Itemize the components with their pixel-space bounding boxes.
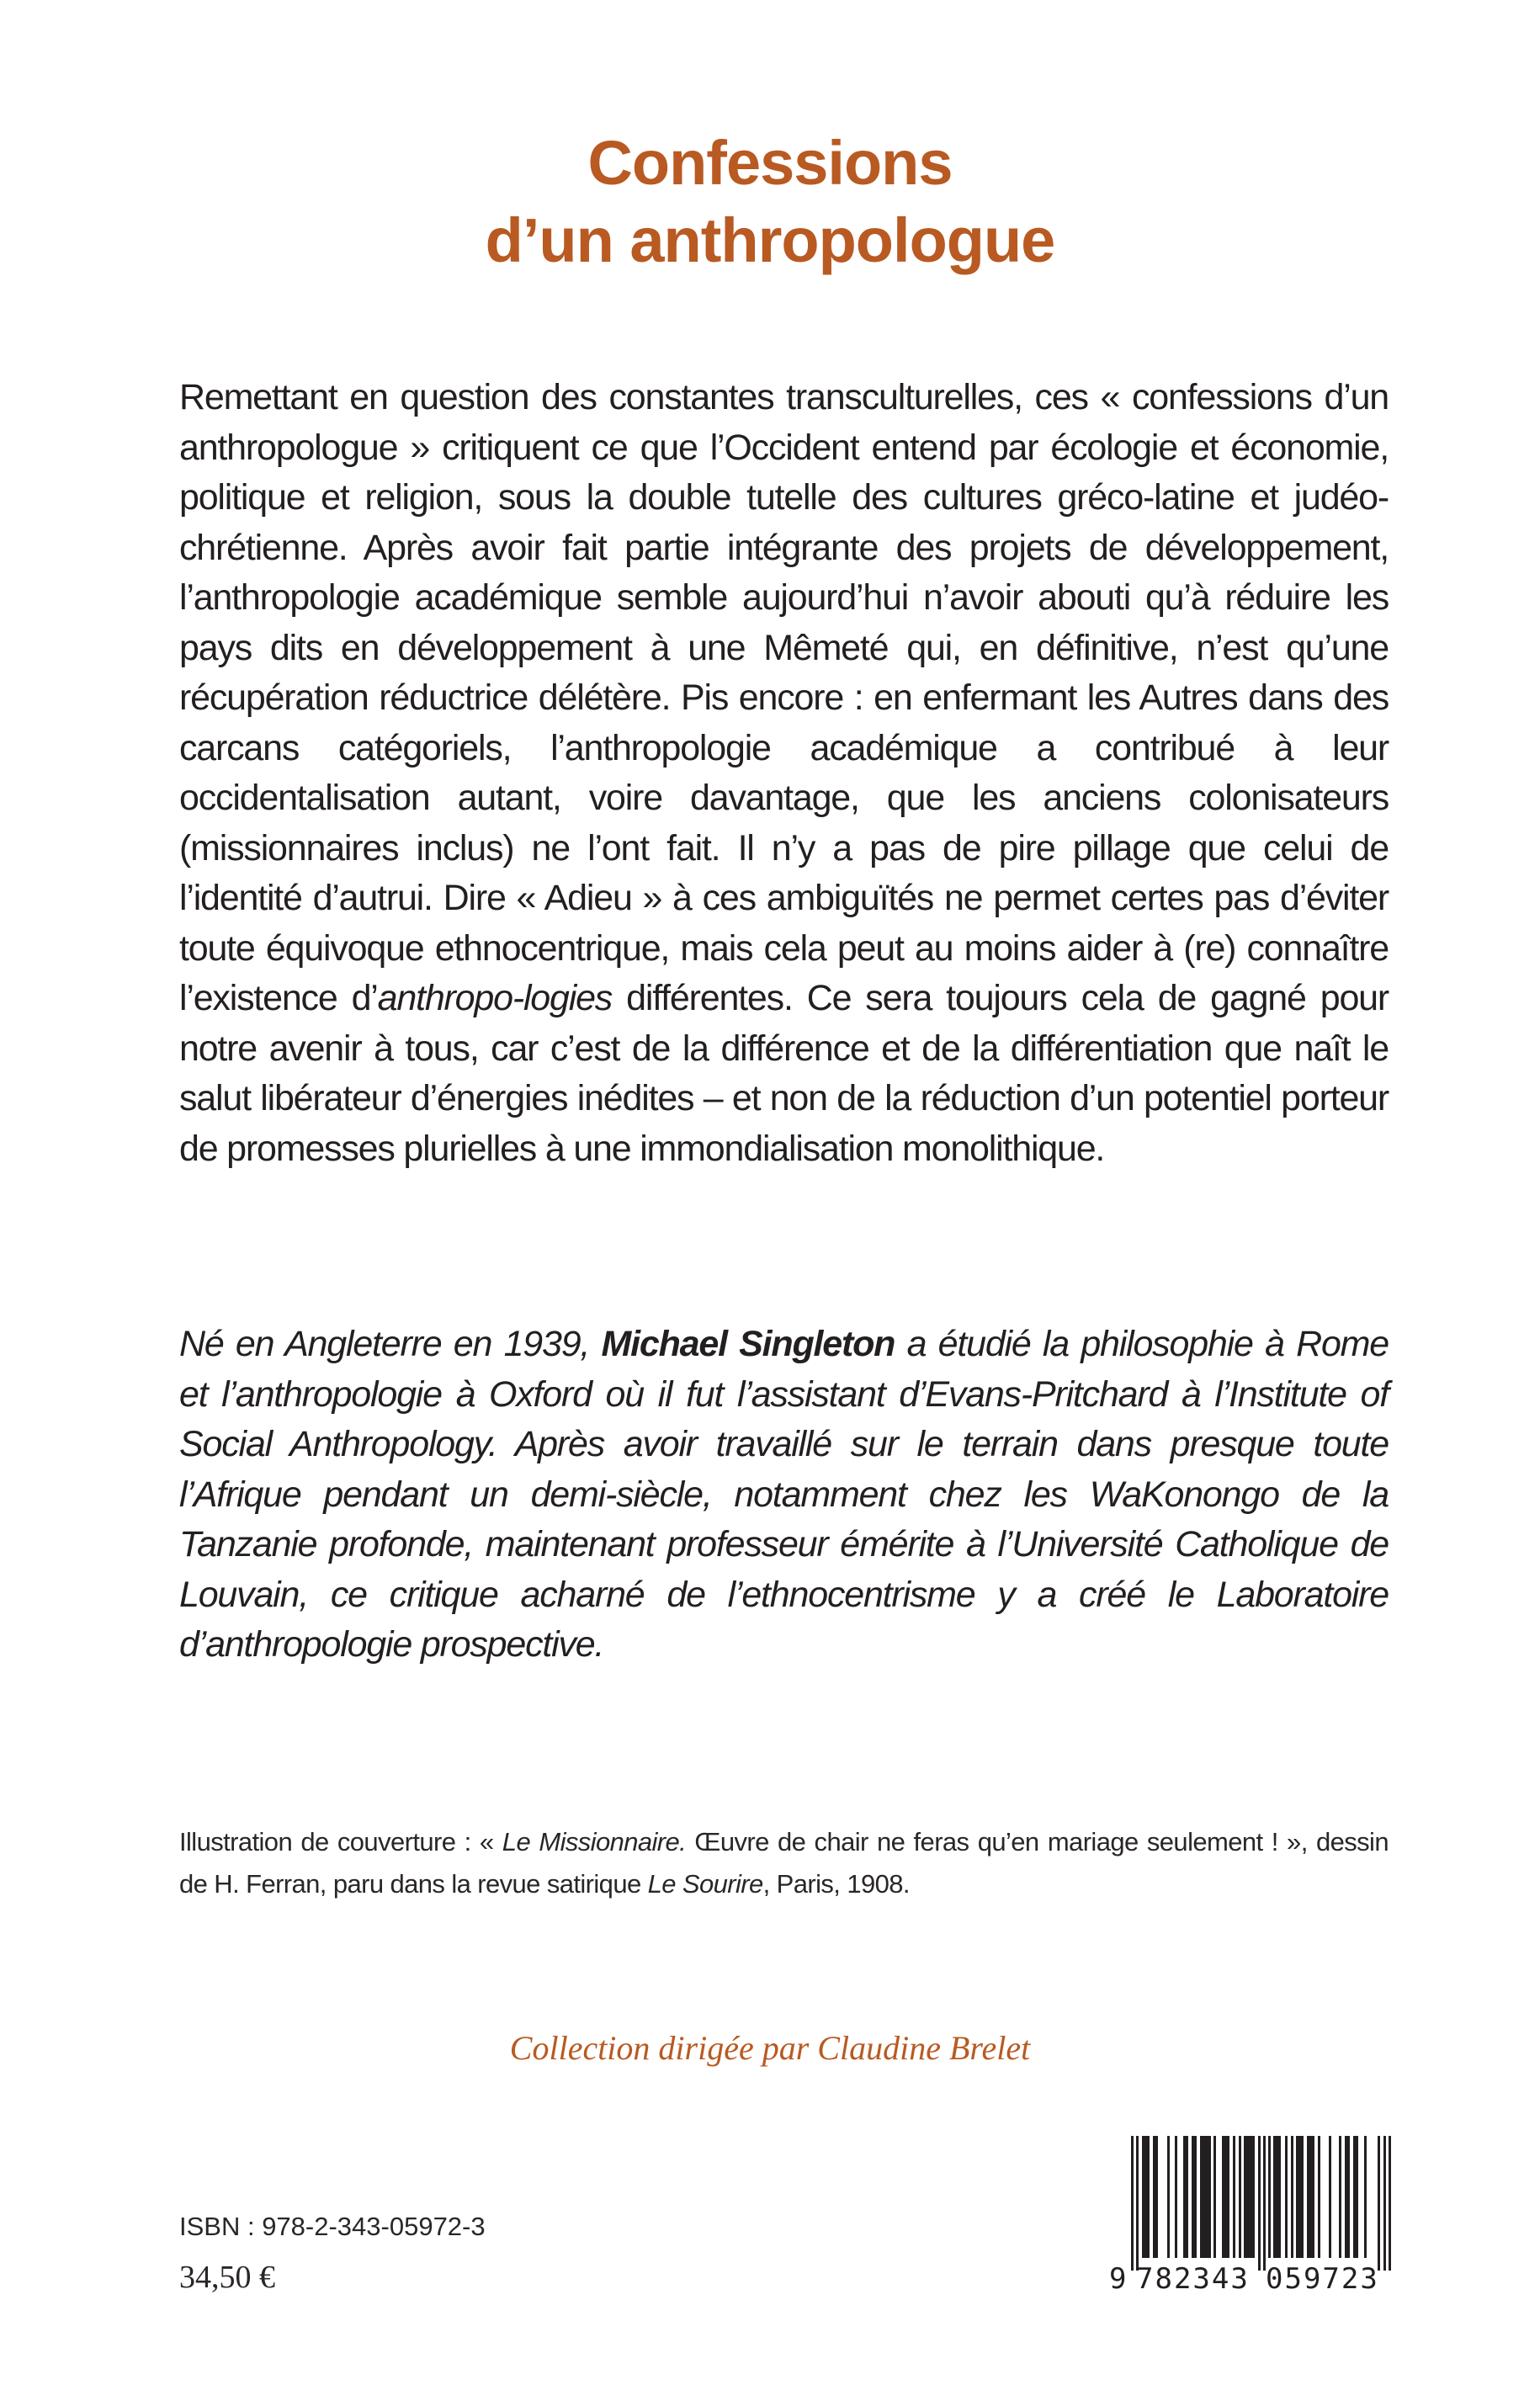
barcode-digits [1109,2262,1399,2304]
title-line-1: Confessions [587,128,953,198]
bio-text: a étudié la philosophie à Rome et l’anthropologie à Oxford où il fut l’assistant d’Evans-Pritchard à l’Institute of Social Anthropology. Après avoir travaillé sur le terrain dans presque toute l’Afrique pendant un demi-siècle, notamment chez les WaKonongo de la Tanzanie profonde, maintenant professeur émérite à l’Université Catholique de Louvain, ce critique acharné de l’ethnocentrisme y a créé le Laboratoire d’anthropologie prospective. [179,1324,1389,1665]
author-name: Michael Singleton [601,1324,895,1364]
collection-editor: Collection dirigée par Claudine Brelet [509,2029,1031,2067]
caption-middle: Œuvre de chair ne feras qu’en mariage seulement ! », dessin de H. Ferran, paru dans la revue satirique [179,1827,1389,1899]
author-bio [179,1320,1389,1671]
title-line-2: d’un anthropologue [485,205,1055,275]
bio-intro: Né en Angleterre en 1939, [179,1324,602,1364]
barcode-bars-icon [1131,2136,1392,2271]
caption-artwork-title: Le Missionnaire. [502,1827,687,1856]
barcode [1109,2136,1399,2304]
caption-magazine: Le Sourire [647,1869,763,1899]
cover-illustration-caption [179,1821,1389,1905]
description-italic-term: anthropo-logies [377,978,613,1018]
barcode-left-group: 782343 [1136,2262,1250,2296]
price: 34,50 € [179,2260,275,2295]
isbn: ISBN : 978-2-343-05972-3 [179,2212,486,2241]
book-title [0,125,1540,279]
description-text-1: Remettant en question des constantes transculturelles, ces « confessions d’un anthropologue » critiquent ce que l’Occident entend par écologie et économie, politique et religion, sous la double tutelle des cultures gréco-latine et judéo-chrétienne. Après avoir fait partie intégrante des projets de développement, l’anthropologie académique semble aujourd’hui n’avoir abouti qu’à réduire les pays dits en développement à une Mêmeté qui, en définitive, n’est qu’une récupération réductrice délétère. Pis encore : en enfermant les Autres dans des carcans catégoriels, l’anthropologie académique a contribué à leur occidentalisation autant, voire davantage, que les anciens colonisateurs (missionnaires inclus) ne l’ont fait. Il n’y a pas de pire pillage que celui de l’identité d’autrui. Dire « Adieu » à ces ambiguïtés ne permet certes pas d’éviter toute équivoque ethnocentrique, mais cela peut au moins aider à (re) connaître l’existence d’ [179,377,1389,1018]
book-description [179,373,1389,1174]
barcode-first-digit: 9 [1109,2262,1127,2296]
caption-prefix: Illustration de couverture : « [179,1827,502,1856]
barcode-right-group: 059723 [1266,2262,1379,2296]
description-text-2: différentes. Ce sera toujours cela de gagné pour notre avenir à tous, car c’est de la différence et de la différentiation que naît le salut libérateur d’énergies inédites – et non de la réduction d’un potentiel porteur de promesses plurielles à une immondialisation monolithique. [179,978,1389,1169]
caption-suffix: , Paris, 1908. [762,1869,910,1899]
